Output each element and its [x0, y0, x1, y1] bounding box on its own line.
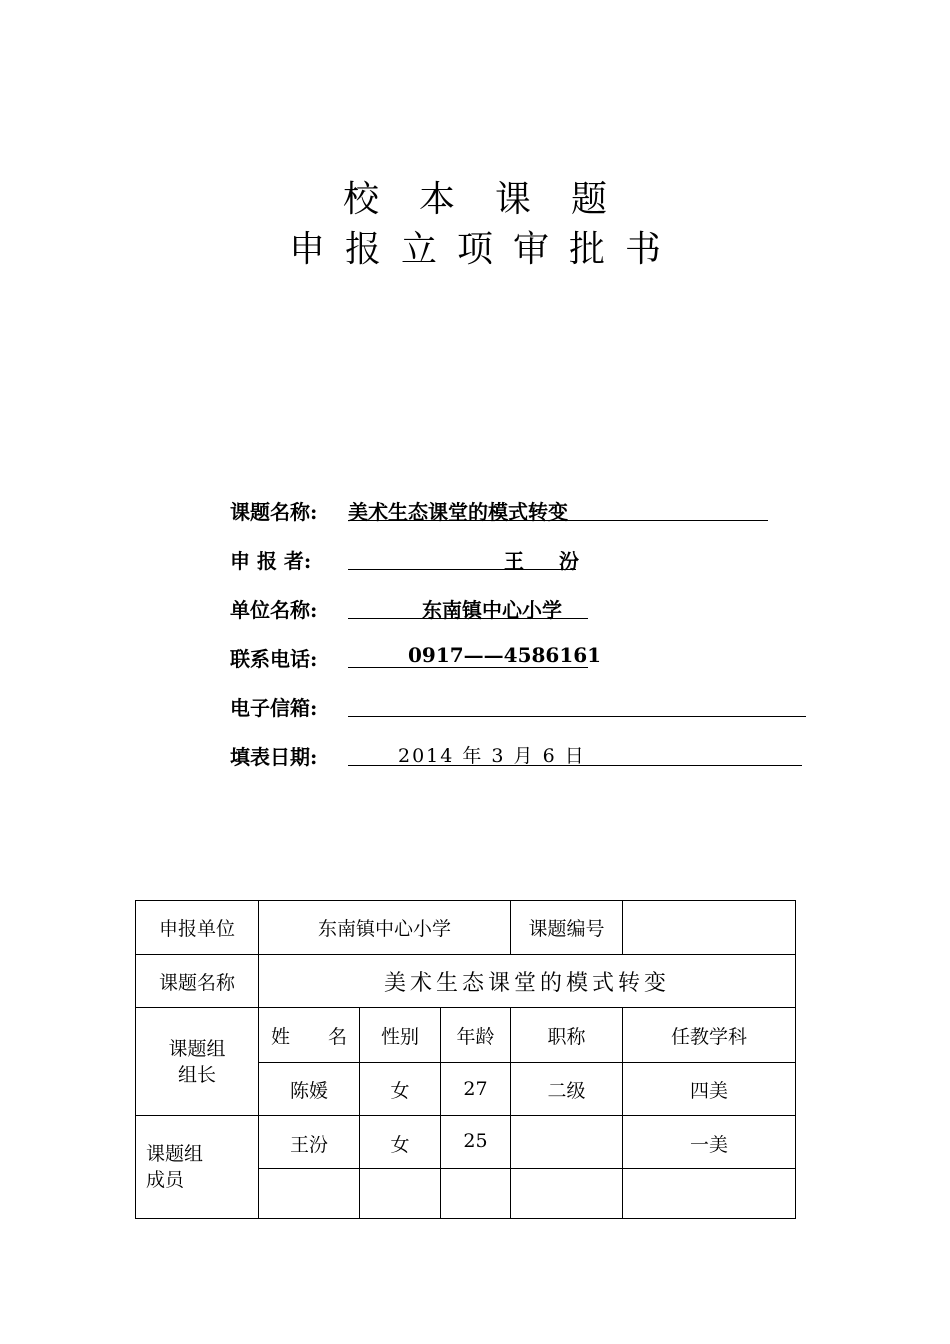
name-value-cell: 美术生态课堂的模式转变 — [259, 955, 796, 1008]
field-label: 单位名称: — [230, 598, 318, 622]
table-cell: 陈媛 — [259, 1063, 360, 1116]
document-title-line2: 申报立项审批书 — [288, 229, 681, 270]
table-cell: 女 — [360, 1063, 441, 1116]
header-cell: 年龄 — [441, 1008, 511, 1063]
table-row — [136, 955, 796, 1008]
table-cell: 四美 — [623, 1063, 796, 1116]
table-cell — [511, 1169, 623, 1219]
table-cell — [623, 1169, 796, 1219]
field-value: 东南镇中心小学 — [348, 594, 588, 619]
field-value — [348, 692, 806, 717]
table-cell: 王汾 — [259, 1116, 360, 1169]
header-cell: 姓 名 — [259, 1008, 360, 1063]
field-value: 美术生态课堂的模式转变 — [348, 496, 768, 521]
number-label-cell: 课题编号 — [511, 901, 623, 955]
field-value: 0917——4586161 — [348, 643, 588, 668]
header-cell: 职称 — [511, 1008, 623, 1063]
table-cell: 女 — [360, 1116, 441, 1169]
number-value-cell — [623, 901, 796, 955]
field-label: 申 报 者: — [230, 549, 312, 573]
table-row — [136, 901, 796, 955]
field-label: 电子信箱: — [230, 696, 318, 720]
field-value: 王 汾 — [348, 545, 576, 570]
field-label: 课题名称: — [230, 500, 318, 524]
application-table — [135, 900, 796, 1219]
table-cell: 一美 — [623, 1116, 796, 1169]
table-row — [136, 1008, 796, 1063]
table-cell — [360, 1169, 441, 1219]
table-cell: 27 — [441, 1063, 511, 1116]
field-value: 2014 年 3 月 6 日 — [348, 741, 802, 766]
header-cell: 任教学科 — [623, 1008, 796, 1063]
table-cell — [259, 1169, 360, 1219]
field-label: 填表日期: — [230, 745, 318, 769]
table-cell: 二级 — [511, 1063, 623, 1116]
member-label-cell: 课题组成员 — [136, 1116, 259, 1219]
header-cell: 性别 — [360, 1008, 441, 1063]
field-label: 联系电话: — [230, 647, 318, 671]
table-cell — [441, 1169, 511, 1219]
unit-value-cell: 东南镇中心小学 — [259, 901, 511, 955]
table-cell — [511, 1116, 623, 1169]
name-label-cell: 课题名称 — [136, 955, 259, 1008]
unit-label-cell: 申报单位 — [136, 901, 259, 955]
leader-label-cell: 课题组组长 — [136, 1008, 259, 1116]
document-title-line1: 校本课题 — [342, 179, 647, 220]
table-row — [136, 1116, 796, 1169]
table-cell: 25 — [441, 1116, 511, 1169]
